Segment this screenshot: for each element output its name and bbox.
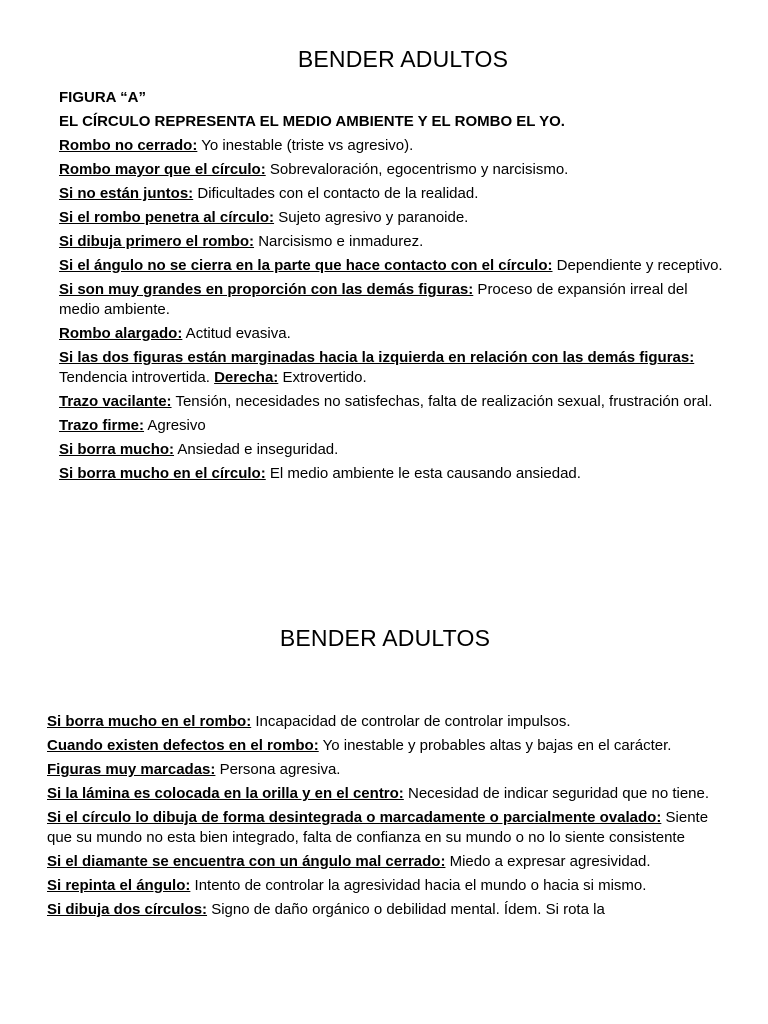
item-description: El medio ambiente le esta causando ansiedad. — [265, 465, 581, 482]
item-term: Rombo no cerrado: — [59, 137, 198, 154]
item-description: Signo de daño orgánico o debilidad mental. Ídem. Si rota la — [207, 901, 605, 918]
item-description: Dependiente y receptivo. — [552, 257, 723, 274]
item-description: Actitud evasiva. — [182, 325, 291, 342]
list-item — [59, 440, 729, 460]
list-item — [59, 464, 729, 484]
page-title: BENDER ADULTOS — [297, 46, 509, 72]
interpretation-list — [59, 136, 729, 484]
item-term: Si dibuja primero el rombo: — [59, 233, 255, 250]
item-description: Dificultades con el contacto de la realidad. — [193, 185, 479, 202]
item-term: Si el diamante se encuentra con un ángulo mal cerrado: — [47, 853, 446, 870]
item-term: Si la lámina es colocada en la orilla y en el centro: — [47, 785, 404, 802]
item-description: Agresivo — [144, 417, 206, 434]
interpretation-list — [47, 712, 737, 920]
list-item — [59, 392, 729, 412]
list-item — [59, 416, 729, 436]
item-description: Persona agresiva. — [215, 761, 341, 778]
page-title: BENDER ADULTOS — [279, 625, 491, 651]
item-term: Si el círculo lo dibuja de forma desintegrada o marcadamente o parcialmente ovalado: — [47, 809, 662, 826]
item-description: Narcisismo e inmadurez. — [254, 233, 424, 250]
item-term: Trazo firme: — [59, 417, 145, 434]
list-item — [59, 280, 729, 320]
figure-heading: FIGURA “A” — [59, 89, 146, 106]
item-description: Ansiedad e inseguridad. — [174, 441, 339, 458]
item-term: Si no están juntos: — [59, 185, 194, 202]
continuation-section — [47, 712, 737, 924]
item-term: Cuando existen defectos en el rombo: — [47, 737, 319, 754]
list-item — [47, 852, 737, 872]
figure-a-section — [59, 88, 729, 488]
list-item — [59, 232, 729, 252]
item-term: Si las dos figuras están marginadas hacia la izquierda en relación con las demás figuras: — [59, 349, 695, 366]
list-item — [59, 160, 729, 180]
item-term: Derecha: — [214, 369, 279, 386]
item-description: Sobrevaloración, egocentrismo y narcisismo. — [265, 161, 569, 178]
item-term: Si borra mucho en el círculo: — [59, 465, 266, 482]
list-item — [59, 184, 729, 204]
item-description: Tensión, necesidades no satisfechas, falta de realización sexual, frustración oral. — [171, 393, 713, 410]
item-term: Si el ángulo no se cierra en la parte que hace contacto con el círculo: — [59, 257, 553, 274]
item-term: Figuras muy marcadas: — [47, 761, 216, 778]
item-description: Tendencia introvertida. — [59, 369, 215, 386]
item-description: Proceso de expansión irreal del medio ambiente. — [59, 281, 688, 318]
list-item — [47, 876, 737, 896]
item-term: Rombo mayor que el círculo: — [59, 161, 266, 178]
list-item — [47, 784, 737, 804]
list-item — [47, 900, 737, 920]
intro-statement: EL CÍRCULO REPRESENTA EL MEDIO AMBIENTE Y EL ROMBO EL YO. — [59, 113, 565, 130]
item-term: Si son muy grandes en proporción con las demás figuras: — [59, 281, 474, 298]
item-description: Yo inestable y probables altas y bajas en el carácter. — [318, 737, 672, 754]
list-item — [59, 256, 729, 276]
item-description: Yo inestable (triste vs agresivo). — [197, 137, 414, 154]
item-description: Incapacidad de controlar de controlar impulsos. — [251, 713, 571, 730]
item-description: Sujeto agresivo y paranoide. — [274, 209, 469, 226]
list-item — [59, 348, 729, 388]
item-description: Miedo a expresar agresividad. — [445, 853, 651, 870]
item-term: Trazo vacilante: — [59, 393, 172, 410]
list-item — [59, 208, 729, 228]
list-item — [47, 808, 737, 848]
list-item — [47, 736, 737, 756]
list-item — [47, 760, 737, 780]
item-description: Extrovertido. — [278, 369, 367, 386]
item-description: Intento de controlar la agresividad hacia el mundo o hacia si mismo. — [190, 877, 647, 894]
item-term: Si repinta el ángulo: — [47, 877, 191, 894]
item-description: Necesidad de indicar seguridad que no tiene. — [403, 785, 710, 802]
item-term: Si borra mucho en el rombo: — [47, 713, 252, 730]
item-term: Si borra mucho: — [59, 441, 175, 458]
item-description: Siente que su mundo no esta bien integrado, falta de confianza en su mundo o no lo siente consistente — [47, 809, 709, 846]
item-term: Si el rombo penetra al círculo: — [59, 209, 275, 226]
list-item — [47, 712, 737, 732]
list-item — [59, 324, 729, 344]
item-term: Rombo alargado: — [59, 325, 183, 342]
item-term: Si dibuja dos círculos: — [47, 901, 208, 918]
list-item — [59, 136, 729, 156]
